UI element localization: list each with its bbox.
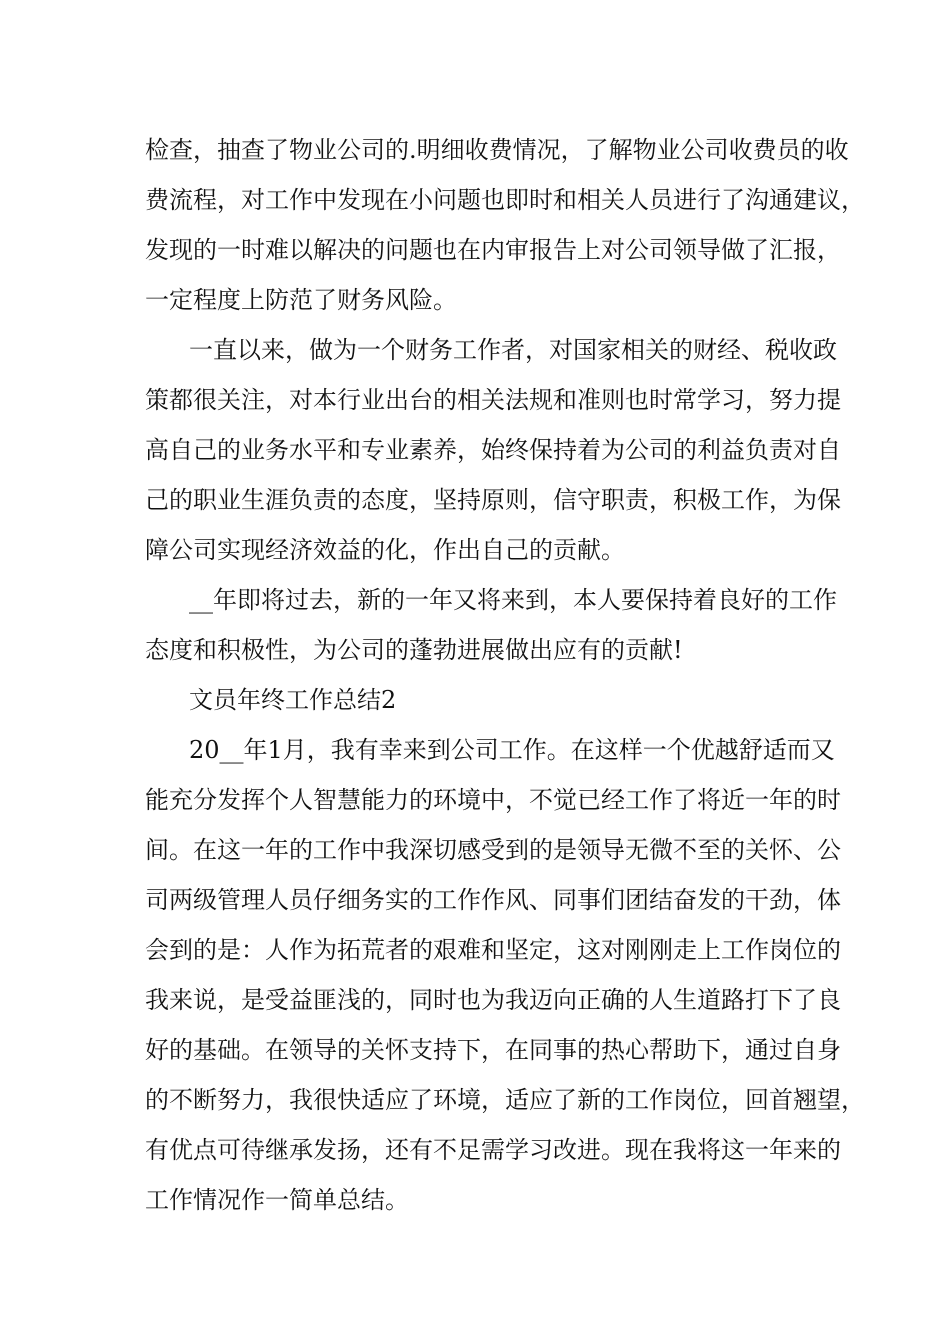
text-line: 高自己的业务水平和专业素养，始终保持着为公司的利益负责对自 bbox=[145, 436, 841, 464]
text-line: 发现的一时难以解决的问题也在内审报告上对公司领导做了汇报， bbox=[145, 236, 841, 264]
text-line: 的不断努力，我很快适应了环境，适应了新的工作岗位，回首翘望， bbox=[145, 1086, 865, 1114]
text-line: 我来说，是受益匪浅的，同时也为我迈向正确的人生道路打下了良 bbox=[145, 986, 841, 1014]
text-line: 态度和积极性，为公司的蓬勃进展做出应有的贡献! bbox=[145, 636, 683, 664]
text-line: 障公司实现经济效益的化，作出自己的贡献。 bbox=[145, 536, 625, 564]
text-line: 己的职业生涯负责的态度，坚持原则，信守职责，积极工作，为保 bbox=[145, 486, 841, 514]
text-line: 会到的是：人作为拓荒者的艰难和坚定，这对刚刚走上工作岗位的 bbox=[145, 936, 841, 964]
document-body bbox=[145, 125, 865, 1225]
text-line: 间。在这一年的工作中我深切感受到的是领导无微不至的关怀、公 bbox=[145, 836, 841, 864]
paragraph-first-line: 20__年1月，我有幸来到公司工作。在这样一个优越舒适而又 bbox=[189, 736, 835, 764]
text-line: 司两级管理人员仔细务实的工作作风、同事们团结奋发的干劲，体 bbox=[145, 886, 841, 914]
text-line: 策都很关注，对本行业出台的相关法规和准则也时常学习，努力提 bbox=[145, 386, 841, 414]
text-line: 工作情况作一简单总结。 bbox=[145, 1186, 409, 1214]
text-line: 能充分发挥个人智慧能力的环境中，不觉已经工作了将近一年的时 bbox=[145, 786, 841, 814]
text-line: 一定程度上防范了财务风险。 bbox=[145, 286, 457, 314]
paragraph-first-line: __年即将过去，新的一年又将来到，本人要保持着良好的工作 bbox=[189, 586, 837, 614]
text-line: 检查，抽查了物业公司的.明细收费情况，了解物业公司收费员的收 bbox=[145, 136, 849, 164]
text-line: 有优点可待继承发扬，还有不足需学习改进。现在我将这一年来的 bbox=[145, 1136, 841, 1164]
paragraph-first-line: 一直以来，做为一个财务工作者，对国家相关的财经、税收政 bbox=[189, 336, 837, 364]
text-line: 费流程，对工作中发现在小问题也即时和相关人员进行了沟通建议， bbox=[145, 186, 865, 214]
section-heading: 文员年终工作总结2 bbox=[189, 686, 397, 714]
text-line: 好的基础。在领导的关怀支持下，在同事的热心帮助下，通过自身 bbox=[145, 1036, 841, 1064]
